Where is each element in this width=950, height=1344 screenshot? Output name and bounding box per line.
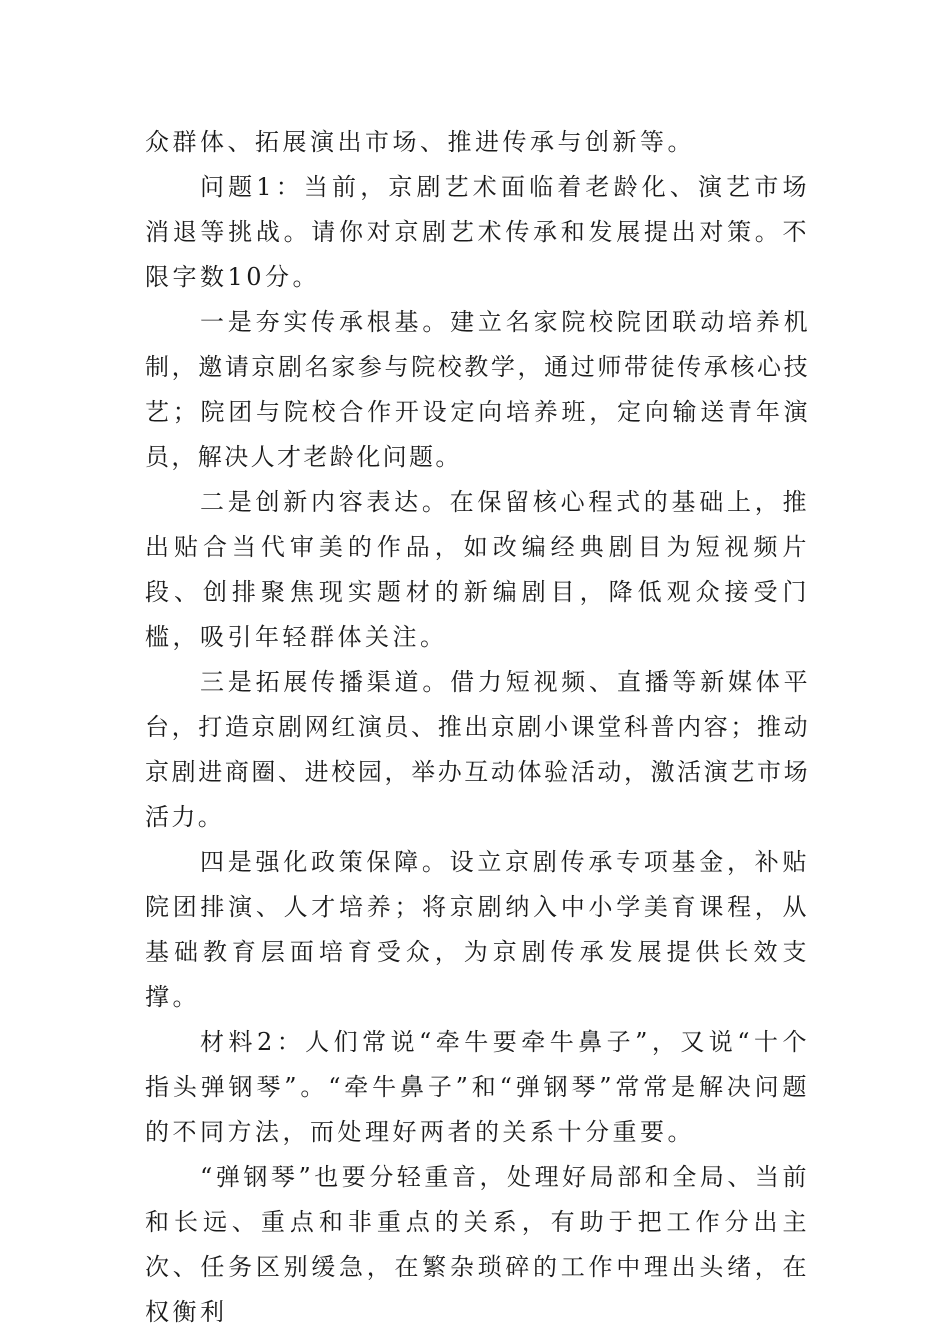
paragraph-point-1: 一是夯实传承根基。建立名家院校院团联动培养机制，邀请京剧名家参与院校教学，通过师带徒传承核心技艺；院团与院校合作开设定向培养班，定向输送青年演员，解决人才老龄化问题。	[145, 308, 810, 471]
paragraph-point-3: 三是拓展传播渠道。借力短视频、直播等新媒体平台，打造京剧网红演员、推出京剧小课堂科普内容；推动京剧进商圈、进校园，举办互动体验活动，激活演艺市场活力。	[145, 668, 810, 831]
paragraph-material-2: 材料2：人们常说“牵牛要牵牛鼻子”，又说“十个指头弹钢琴”。“牵牛鼻子”和“弹钢琴”常常是解决问题的不同方法，而处理好两者的关系十分重要。	[145, 1028, 810, 1146]
paragraph-piano-analogy: “弹钢琴”也要分轻重音，处理好局部和全局、当前和长远、重点和非重点的关系，有助于把工作分出主次、任务区别缓急，在繁杂琐碎的工作中理出头绪，在权衡利	[145, 1163, 810, 1326]
paragraph-question-1: 问题1：当前，京剧艺术面临着老龄化、演艺市场消退等挑战。请你对京剧艺术传承和发展提出对策。不限字数10分。	[145, 173, 810, 291]
paragraph-point-4: 四是强化政策保障。设立京剧传承专项基金，补贴院团排演、人才培养；将京剧纳入中小学美育课程，从基础教育层面培育受众，为京剧传承发展提供长效支撑。	[145, 848, 810, 1011]
paragraph-point-2: 二是创新内容表达。在保留核心程式的基础上，推出贴合当代审美的作品，如改编经典剧目为短视频片段、创排聚焦现实题材的新编剧目，降低观众接受门槛，吸引年轻群体关注。	[145, 488, 810, 651]
document-body	[145, 120, 810, 1335]
paragraph-continuation: 众群体、拓展演出市场、推进传承与创新等。	[145, 128, 695, 156]
